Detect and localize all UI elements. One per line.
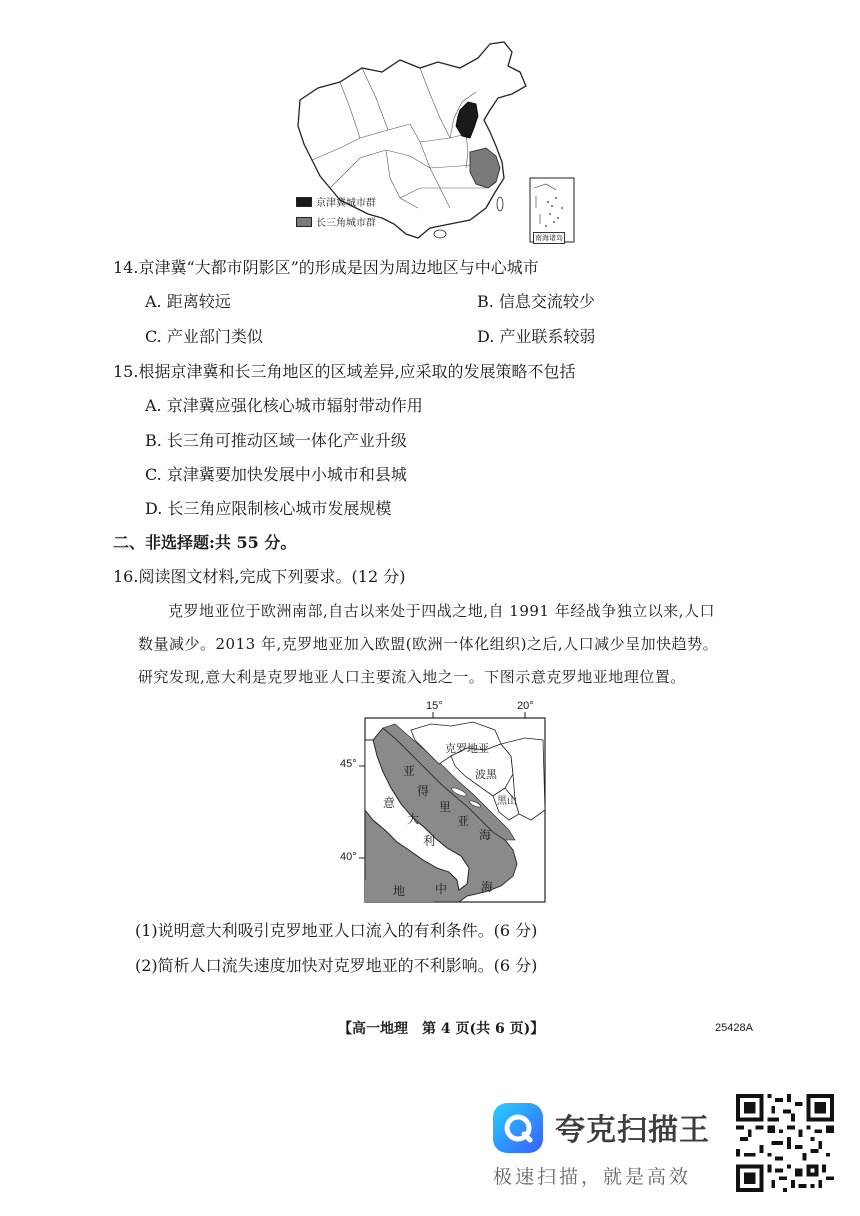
scanner-slogan: 极速扫描，就是高效: [493, 1166, 692, 1188]
question-16-sub-1: (1)说明意大利吸引克罗地亚人口流入的有利条件。(6 分): [135, 921, 538, 940]
italy-label-char: 大: [407, 812, 420, 826]
question-15-stem: 15.根据京津冀和长三角地区的区域差异,应采取的发展策略不包括: [113, 362, 576, 381]
lon-label-20: 20°: [517, 700, 534, 712]
italy-label-char: 利: [423, 834, 436, 848]
italy-label-char: 意: [383, 796, 396, 810]
question-14-option-a: A. 距离较远: [145, 292, 231, 311]
legend-item-yangtze: [296, 214, 376, 229]
paper-code: 25428A: [715, 1022, 753, 1034]
legend-label: 长三角城市群: [316, 218, 376, 229]
inset-label: 南海诸岛: [533, 232, 565, 244]
map-legend: [296, 194, 376, 229]
legend-label: 京津冀城市群: [316, 198, 376, 209]
mediterranean-label-char: 中: [435, 882, 448, 896]
question-15-option-d: D. 长三角应限制核心城市发展规模: [145, 499, 392, 518]
scanner-logo-icon: [493, 1103, 543, 1153]
croatia-map: [335, 700, 555, 910]
bosnia-label: 波黑: [475, 768, 497, 781]
page-footer: 【高一地理 第 4 页(共 6 页)】: [338, 1021, 545, 1037]
question-14-stem: 14.京津冀“大都市阴影区”的形成是因为周边地区与中心城市: [113, 258, 539, 277]
china-map: [290, 38, 580, 244]
adriatic-label-char: 里: [439, 800, 452, 814]
question-14-option-b: B. 信息交流较少: [477, 292, 595, 311]
lat-label-45: 45°: [340, 758, 357, 770]
question-15-option-b: B. 长三角可推动区域一体化产业升级: [145, 431, 407, 450]
question-16-paragraph-line: 研究发现,意大利是克罗地亚人口主要流入地之一。下图示意克罗地亚地理位置。: [138, 668, 686, 686]
question-16-sub-2: (2)简析人口流失速度加快对克罗地亚的不利影响。(6 分): [135, 956, 538, 975]
question-14-option-d: D. 产业联系较弱: [477, 327, 596, 346]
question-15-option-c: C. 京津冀要加快发展中小城市和县城: [145, 465, 407, 484]
legend-swatch-dark: [296, 197, 312, 207]
adriatic-label-char: 亚: [403, 764, 416, 778]
question-16-paragraph-line: 克罗地亚位于欧洲南部,自古以来处于四战之地,自 1991 年经战争独立以来,人口: [168, 602, 716, 620]
lon-label-15: 15°: [426, 700, 443, 712]
mediterranean-label-char: 地: [393, 884, 406, 898]
question-16-paragraph-line: 数量减少。2013 年,克罗地亚加入欧盟(欧洲一体化组织)之后,人口减少呈加快趋势。: [138, 635, 719, 653]
legend-swatch-grey: [296, 217, 312, 227]
mediterranean-label-char: 海: [481, 880, 494, 894]
adriatic-label-char: 亚: [457, 814, 470, 828]
scanner-brand: 夸克扫描王: [555, 1113, 710, 1148]
section-heading: 二、非选择题:共 55 分。: [113, 533, 297, 552]
croatia-label: 克罗地亚: [445, 742, 489, 755]
adriatic-label-char: 得: [417, 784, 430, 798]
legend-item-jingjinji: [296, 194, 376, 209]
question-16-stem: 16.阅读图文材料,完成下列要求。(12 分): [113, 567, 406, 586]
montenegro-label: 黑山: [497, 796, 517, 807]
lat-label-40: 40°: [340, 851, 357, 863]
question-15-option-a: A. 京津冀应强化核心城市辐射带动作用: [145, 396, 423, 415]
question-14-option-c: C. 产业部门类似: [145, 327, 263, 346]
qr-code[interactable]: [735, 1094, 835, 1192]
adriatic-label-char: 海: [479, 828, 492, 842]
